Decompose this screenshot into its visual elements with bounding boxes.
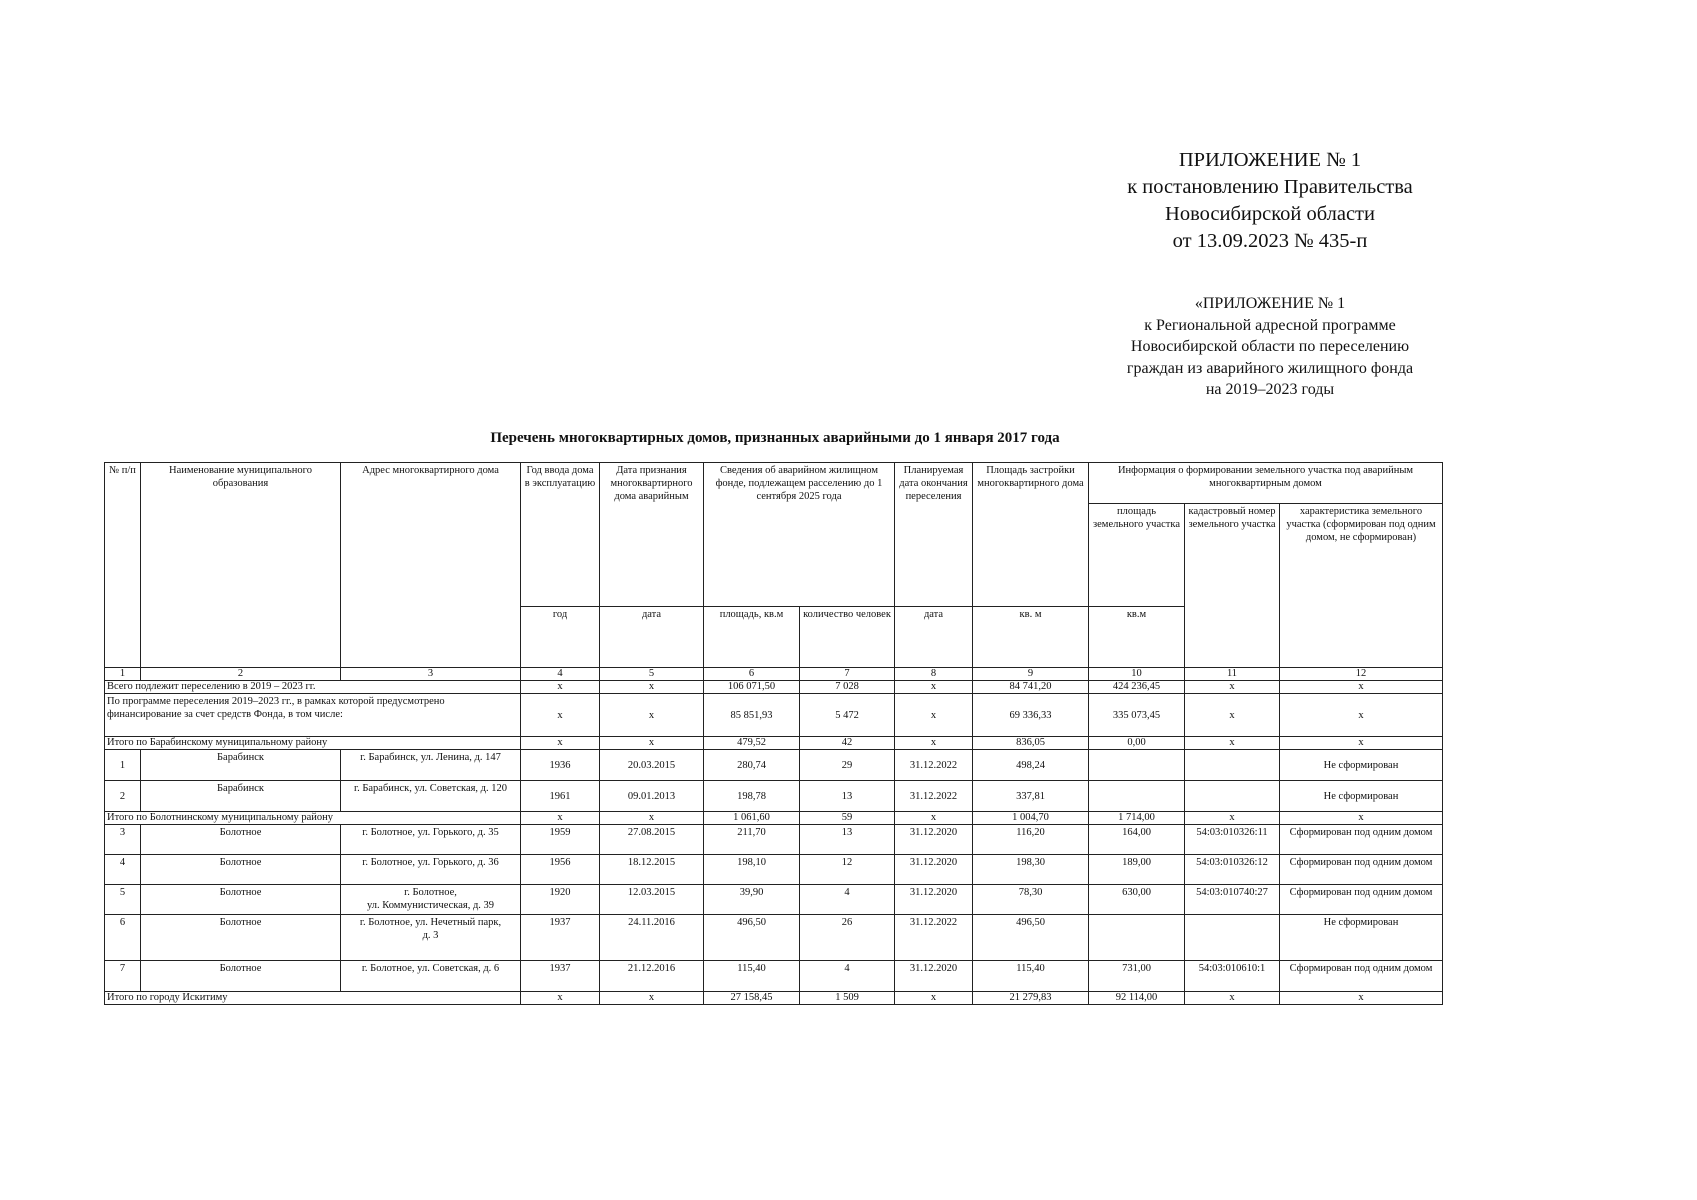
total-value: х <box>1185 694 1280 737</box>
row-cadastral: 54:03:010326:11 <box>1185 825 1280 855</box>
row-date: 24.11.2016 <box>600 915 704 961</box>
row-year: 1961 <box>521 781 600 812</box>
row-land <box>1089 915 1185 961</box>
row-address: г. Барабинск, ул. Советская, д. 120 <box>341 781 521 812</box>
row-municipality: Болотное <box>141 855 341 885</box>
total-program-label-line: По программе переселения 2019–2023 гг., в рамках которой предусмотрено <box>107 696 445 707</box>
col-number: 6 <box>704 668 800 681</box>
row-area: 198,10 <box>704 855 800 885</box>
header-land-area: площадь земельного участка <box>1089 504 1185 607</box>
appendix-header <box>1060 147 1480 255</box>
row-year: 1937 <box>521 961 600 992</box>
total-value: х <box>600 812 704 825</box>
row-land: 731,00 <box>1089 961 1185 992</box>
appendix-line: ПРИЛОЖЕНИЕ № 1 <box>1178 149 1362 171</box>
total-label: Всего подлежит переселению в 2019 – 2023 гг. <box>105 681 521 694</box>
table-row <box>105 781 1443 812</box>
total-value: х <box>895 681 973 694</box>
row-year: 1936 <box>521 750 600 781</box>
row-area: 496,50 <box>704 915 800 961</box>
row-date: 20.03.2015 <box>600 750 704 781</box>
total-value: 92 114,00 <box>1089 992 1185 1005</box>
col-number: 7 <box>800 668 895 681</box>
header-building-area: Площадь застройки многоквартирного дома <box>973 463 1089 607</box>
total-value: 69 336,33 <box>973 694 1089 737</box>
row-municipality: Болотное <box>141 961 341 992</box>
total-value: 335 073,45 <box>1089 694 1185 737</box>
unit-year: год <box>521 607 600 668</box>
total-value: 1 714,00 <box>1089 812 1185 825</box>
header-planned-date: Планируемая дата окончания переселения <box>895 463 973 607</box>
total-value: х <box>521 737 600 750</box>
row-people: 13 <box>800 825 895 855</box>
row-address <box>341 915 521 961</box>
total-label: Итого по городу Искитиму <box>105 992 521 1005</box>
row-people: 12 <box>800 855 895 885</box>
row-building: 115,40 <box>973 961 1089 992</box>
header-municipality: Наименование муниципального образования <box>141 463 341 668</box>
row-address-line: ул. Коммунистическая, д. 39 <box>366 900 495 911</box>
total-value: х <box>895 992 973 1005</box>
total-value: х <box>521 812 600 825</box>
row-building: 496,50 <box>973 915 1089 961</box>
total-barabinsk-row <box>105 737 1443 750</box>
row-people: 26 <box>800 915 895 961</box>
row-area: 115,40 <box>704 961 800 992</box>
table-row <box>105 750 1443 781</box>
program-appendix-line: на 2019–2023 годы <box>1205 381 1335 398</box>
row-people: 4 <box>800 961 895 992</box>
row-num: 2 <box>105 781 141 812</box>
row-building: 498,24 <box>973 750 1089 781</box>
col-number: 1 <box>105 668 141 681</box>
col-number: 12 <box>1280 668 1443 681</box>
row-status: Не сформирован <box>1280 750 1443 781</box>
row-address: г. Болотное, ул. Советская, д. 6 <box>341 961 521 992</box>
col-number: 10 <box>1089 668 1185 681</box>
row-land <box>1089 750 1185 781</box>
col-number: 3 <box>341 668 521 681</box>
row-municipality: Болотное <box>141 885 341 915</box>
unit-building: кв. м <box>973 607 1089 668</box>
appendix-line: к постановлению Правительства <box>1127 176 1413 198</box>
row-planned: 31.12.2020 <box>895 855 973 885</box>
total-program-label-line: финансирование за счет средств Фонда, в том числе: <box>107 709 343 720</box>
row-cadastral <box>1185 915 1280 961</box>
row-status: Сформирован под одним домом <box>1280 825 1443 855</box>
total-value: х <box>600 992 704 1005</box>
unit-land: кв.м <box>1089 607 1185 668</box>
total-value: х <box>895 694 973 737</box>
row-num: 5 <box>105 885 141 915</box>
row-area: 211,70 <box>704 825 800 855</box>
header-address: Адрес многоквартирного дома <box>341 463 521 668</box>
row-cadastral: 54:03:010740:27 <box>1185 885 1280 915</box>
total-value: х <box>1280 737 1443 750</box>
total-all-row <box>105 681 1443 694</box>
row-planned: 31.12.2020 <box>895 825 973 855</box>
header-recognition-date: Дата признания многоквартирного дома аварийным <box>600 463 704 607</box>
total-value: х <box>600 737 704 750</box>
document-title: Перечень многоквартирных домов, признанных аварийными до 1 января 2017 года <box>490 430 1060 446</box>
row-num: 6 <box>105 915 141 961</box>
row-planned: 31.12.2020 <box>895 961 973 992</box>
total-value: 0,00 <box>1089 737 1185 750</box>
row-building: 78,30 <box>973 885 1089 915</box>
row-people: 13 <box>800 781 895 812</box>
row-year: 1920 <box>521 885 600 915</box>
total-program-label <box>105 694 521 737</box>
row-building: 198,30 <box>973 855 1089 885</box>
header-cadastral: кадастровый номер земельного участка <box>1185 504 1280 668</box>
row-num: 4 <box>105 855 141 885</box>
header-land-char: характеристика земельного участка (сформирован под одним домом, не сформирован) <box>1280 504 1443 668</box>
row-people: 29 <box>800 750 895 781</box>
total-value: 84 741,20 <box>973 681 1089 694</box>
row-municipality: Барабинск <box>141 781 341 812</box>
total-label: Итого по Барабинскому муниципальному району <box>105 737 521 750</box>
col-number: 2 <box>141 668 341 681</box>
row-cadastral <box>1185 750 1280 781</box>
row-status: Не сформирован <box>1280 915 1443 961</box>
table-row <box>105 825 1443 855</box>
row-land: 189,00 <box>1089 855 1185 885</box>
total-value: х <box>1280 694 1443 737</box>
row-address: г. Болотное, ул. Горького, д. 36 <box>341 855 521 885</box>
row-address-line: г. Болотное, ул. Нечетный парк, <box>359 917 502 928</box>
row-cadastral <box>1185 781 1280 812</box>
total-value: 5 472 <box>800 694 895 737</box>
row-municipality: Болотное <box>141 825 341 855</box>
row-date: 21.12.2016 <box>600 961 704 992</box>
row-status: Не сформирован <box>1280 781 1443 812</box>
total-label: Итого по Болотнинскому муниципальному району <box>105 812 521 825</box>
total-value: 42 <box>800 737 895 750</box>
header-num: № п/п <box>105 463 141 668</box>
row-date: 12.03.2015 <box>600 885 704 915</box>
row-address <box>341 885 521 915</box>
total-value: х <box>1185 681 1280 694</box>
unit-people: количество человек <box>800 607 895 668</box>
row-year: 1959 <box>521 825 600 855</box>
unit-planned: дата <box>895 607 973 668</box>
col-number: 8 <box>895 668 973 681</box>
unit-date: дата <box>600 607 704 668</box>
total-iskitim-row <box>105 992 1443 1005</box>
total-value: 836,05 <box>973 737 1089 750</box>
row-cadastral: 54:03:010326:12 <box>1185 855 1280 885</box>
row-area: 198,78 <box>704 781 800 812</box>
row-area: 280,74 <box>704 750 800 781</box>
row-status: Сформирован под одним домом <box>1280 961 1443 992</box>
total-value: х <box>521 992 600 1005</box>
unit-area: площадь, кв.м <box>704 607 800 668</box>
row-date: 27.08.2015 <box>600 825 704 855</box>
row-address: г. Болотное, ул. Горького, д. 35 <box>341 825 521 855</box>
total-value: х <box>1185 737 1280 750</box>
row-municipality: Барабинск <box>141 750 341 781</box>
col-number: 5 <box>600 668 704 681</box>
total-value: х <box>895 737 973 750</box>
row-year: 1956 <box>521 855 600 885</box>
row-cadastral: 54:03:010610:1 <box>1185 961 1280 992</box>
program-appendix-line: граждан из аварийного жилищного фонда <box>1126 359 1414 377</box>
total-value: х <box>521 694 600 737</box>
row-address-line: д. 3 <box>422 930 439 941</box>
col-number: 11 <box>1185 668 1280 681</box>
header-year: Год ввода дома в эксплуатацию <box>521 463 600 607</box>
row-land: 630,00 <box>1089 885 1185 915</box>
program-appendix-line: Новосибирской области по переселению <box>1130 338 1410 355</box>
col-number: 4 <box>521 668 600 681</box>
total-value: х <box>1280 812 1443 825</box>
row-status: Сформирован под одним домом <box>1280 885 1443 915</box>
table-row <box>105 855 1443 885</box>
row-planned: 31.12.2020 <box>895 885 973 915</box>
total-value: 27 158,45 <box>704 992 800 1005</box>
houses-table <box>104 462 1443 1005</box>
total-value: х <box>1185 812 1280 825</box>
total-value: х <box>521 681 600 694</box>
total-value: 21 279,83 <box>973 992 1089 1005</box>
row-num: 7 <box>105 961 141 992</box>
program-appendix-header <box>1060 293 1480 401</box>
header-land-group: Информация о формировании земельного участка под аварийным многоквартирным домом <box>1089 463 1443 504</box>
total-value: 424 236,45 <box>1089 681 1185 694</box>
row-land <box>1089 781 1185 812</box>
header-row <box>105 463 1443 504</box>
total-value: 59 <box>800 812 895 825</box>
row-address: г. Барабинск, ул. Ленина, д. 147 <box>341 750 521 781</box>
program-appendix-line: «ПРИЛОЖЕНИЕ № 1 <box>1194 295 1346 312</box>
table-row <box>105 961 1443 992</box>
row-building: 116,20 <box>973 825 1089 855</box>
col-number: 9 <box>973 668 1089 681</box>
total-value: 85 851,93 <box>704 694 800 737</box>
total-value: х <box>600 694 704 737</box>
total-value: х <box>1185 992 1280 1005</box>
appendix-line: Новосибирской области <box>1165 203 1375 225</box>
total-value: 7 028 <box>800 681 895 694</box>
total-value: 1 061,60 <box>704 812 800 825</box>
row-municipality: Болотное <box>141 915 341 961</box>
row-address-line: г. Болотное, <box>404 887 457 898</box>
total-value: 1 004,70 <box>973 812 1089 825</box>
column-numbers-row <box>105 668 1443 681</box>
total-value: х <box>895 812 973 825</box>
row-planned: 31.12.2022 <box>895 915 973 961</box>
total-value: 106 071,50 <box>704 681 800 694</box>
row-planned: 31.12.2022 <box>895 750 973 781</box>
row-building: 337,81 <box>973 781 1089 812</box>
row-date: 09.01.2013 <box>600 781 704 812</box>
total-program-row <box>105 694 1443 737</box>
row-num: 1 <box>105 750 141 781</box>
total-value: х <box>1280 681 1443 694</box>
row-people: 4 <box>800 885 895 915</box>
appendix-line: от 13.09.2023 № 435-п <box>1172 230 1368 252</box>
row-num: 3 <box>105 825 141 855</box>
total-bolotnoe-row <box>105 812 1443 825</box>
total-value: х <box>600 681 704 694</box>
total-value: х <box>1280 992 1443 1005</box>
row-date: 18.12.2015 <box>600 855 704 885</box>
row-planned: 31.12.2022 <box>895 781 973 812</box>
table-row <box>105 885 1443 915</box>
row-year: 1937 <box>521 915 600 961</box>
row-land: 164,00 <box>1089 825 1185 855</box>
header-info-group: Сведения об аварийном жилищном фонде, подлежащем расселению до 1 сентября 2025 года <box>704 463 895 607</box>
table-row <box>105 915 1443 961</box>
row-area: 39,90 <box>704 885 800 915</box>
program-appendix-line: к Региональной адресной программе <box>1144 316 1396 334</box>
row-status: Сформирован под одним домом <box>1280 855 1443 885</box>
total-value: 479,52 <box>704 737 800 750</box>
total-value: 1 509 <box>800 992 895 1005</box>
